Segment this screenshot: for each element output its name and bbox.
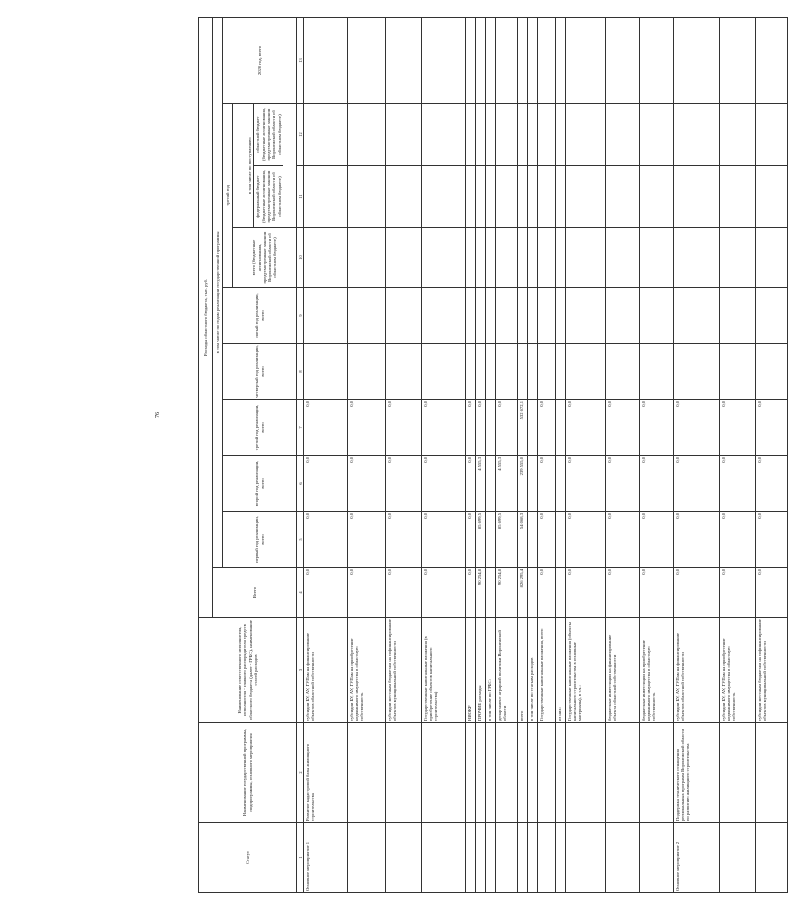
executor-cell: в том числе по ГРБС: (486, 618, 496, 723)
value-cell: 0,0 (422, 568, 466, 618)
empty-cell (304, 228, 348, 288)
empty-cell (304, 288, 348, 344)
executor-cell: в том числе по статьям расходов (528, 618, 538, 723)
empty-cell (566, 228, 606, 288)
value-cell: 0,0 (304, 400, 348, 456)
value-cell: 0,0 (304, 568, 348, 618)
empty-cell (466, 344, 476, 400)
value-cell: 0,0 (386, 512, 422, 568)
empty-cell (486, 228, 496, 288)
value-cell: 90 254,8 (496, 568, 518, 618)
empty-cell (348, 344, 386, 400)
executor-cell: из них: (556, 618, 566, 723)
empty-cell (496, 288, 518, 344)
empty-cell (640, 288, 674, 344)
empty-cell (528, 228, 538, 288)
value-cell: 0,0 (304, 456, 348, 512)
empty-cell (386, 104, 422, 166)
empty-cell (348, 228, 386, 288)
value-cell: 0,0 (640, 512, 674, 568)
table-row (348, 17, 386, 892)
empty-cell (606, 228, 640, 288)
executor-cell: субсидии местным бюджетам на софинансирование объектов муниципальной собственности (386, 618, 422, 723)
empty-cell (556, 104, 566, 166)
column-number: 2 (297, 723, 304, 823)
value-cell: 0,0 (674, 400, 720, 456)
executor-cell: бюджетные инвестиции на приобретение недвижимого имущества в областную собственность (640, 618, 674, 723)
table-row (466, 17, 476, 892)
empty-cell (466, 166, 476, 228)
value-cell: 4 555,3 (496, 456, 518, 512)
executor-cell: субсидии БУ, АУ, ГУПам на финансирование объектов областной собственности (674, 618, 720, 723)
empty-cell (674, 104, 720, 166)
table-body (304, 17, 788, 892)
empty-cell (496, 166, 518, 228)
value-cell: 0,0 (386, 568, 422, 618)
empty-cell (640, 104, 674, 166)
program-cell (640, 723, 674, 823)
empty-cell (518, 104, 528, 166)
column-number: 1 (297, 823, 304, 893)
table-row (518, 17, 528, 892)
status-cell (348, 823, 386, 893)
executor-cell: ПРОЧИЕ расходы (476, 618, 486, 723)
table-row (476, 17, 486, 892)
empty-cell (348, 166, 386, 228)
value-cell: 0,0 (466, 512, 476, 568)
header-receipts-cell (233, 104, 297, 228)
table-row (386, 17, 422, 892)
table-row (674, 17, 720, 892)
table-row (496, 17, 518, 892)
empty-cell (674, 166, 720, 228)
header-col11: федеральный бюджет (бюджетные ассигнования, предусмотренные законом Воронежской области об областном бюджете) (254, 165, 282, 227)
executor-cell: субсидии местным бюджетам на софинансирование объектов муниципальной собственности (756, 618, 788, 723)
executor-cell: субсидии БУ, АУ, ГУПам на приобретение недвижимого имущества в областную собственность (348, 618, 386, 723)
empty-cell (640, 228, 674, 288)
value-cell: 0,0 (566, 512, 606, 568)
empty-cell (496, 344, 518, 400)
status-cell (422, 823, 466, 893)
executor-cell: Государственные капитальные вложения (в приобретение объектов капитального строительства) (422, 618, 466, 723)
header-col12: областной бюджет (бюджетные ассигнования, предусмотренные законом Воронежской области об областном бюджете) (255, 108, 282, 161)
value-cell (528, 456, 538, 512)
program-cell: Развитие кадастровой базы жилищного строительства (304, 723, 348, 823)
program-cell (486, 723, 496, 823)
empty-cell (486, 288, 496, 344)
table-row (538, 17, 556, 892)
empty-cell (422, 104, 466, 166)
empty-cell (756, 228, 788, 288)
empty-cell (348, 288, 386, 344)
value-cell (486, 456, 496, 512)
value-cell: 0,0 (348, 400, 386, 456)
value-cell: 0,0 (606, 456, 640, 512)
executor-cell: департамент аграрной политики Воронежской области (496, 618, 518, 723)
program-cell (606, 723, 640, 823)
value-cell: 0,0 (566, 400, 606, 456)
value-cell: 826 295,4 (518, 568, 528, 618)
empty-cell (486, 344, 496, 400)
value-cell: 0,0 (496, 400, 518, 456)
empty-cell (538, 104, 556, 166)
status-cell (640, 823, 674, 893)
value-cell: 0,0 (348, 568, 386, 618)
empty-cell (476, 166, 486, 228)
empty-cell (422, 17, 466, 103)
column-number: 12 (297, 104, 304, 166)
empty-cell (486, 17, 496, 103)
empty-cell (348, 17, 386, 103)
status-cell (496, 823, 518, 893)
header-receipts-split (254, 104, 282, 227)
value-cell: 0,0 (538, 568, 556, 618)
empty-cell (496, 17, 518, 103)
value-cell: 239 555,0 (518, 456, 528, 512)
empty-cell (538, 17, 556, 103)
executor-cell: всего (518, 618, 528, 723)
status-cell: Основное мероприятие 2 (674, 823, 720, 893)
status-cell (756, 823, 788, 893)
value-cell: 0,0 (720, 512, 756, 568)
value-cell: 0,0 (538, 400, 556, 456)
value-cell: 0,0 (756, 512, 788, 568)
value-cell: 0,0 (466, 568, 476, 618)
value-cell (486, 512, 496, 568)
executor-cell: субсидии БУ, АУ, ГУПам на финансирование объектов областной собственности (304, 618, 348, 723)
value-cell: 0,0 (538, 456, 556, 512)
program-cell (422, 723, 466, 823)
empty-cell (528, 344, 538, 400)
header-year3: третий год реализации, всего (223, 400, 297, 456)
value-cell: 0,0 (756, 456, 788, 512)
value-cell: 0,0 (422, 512, 466, 568)
empty-cell (486, 166, 496, 228)
value-cell (556, 512, 566, 568)
value-cell: 0,0 (640, 568, 674, 618)
value-cell: 0,0 (674, 512, 720, 568)
status-cell: Основное мероприятие 1 (304, 823, 348, 893)
program-cell (518, 723, 528, 823)
value-cell: 4 555,3 (476, 456, 486, 512)
executor-cell: субсидии БУ, АУ, ГУПам на приобретение недвижимого имущества в областную собственность (720, 618, 756, 723)
header-year4: четвертый год реализации, всего (223, 344, 297, 400)
status-cell (486, 823, 496, 893)
empty-cell (640, 17, 674, 103)
value-cell: 0,0 (422, 400, 466, 456)
value-cell: 0,0 (348, 512, 386, 568)
empty-cell (304, 166, 348, 228)
header-year1: первый год реализации, всего (223, 512, 297, 568)
table-row (640, 17, 674, 892)
table-row (304, 17, 348, 892)
empty-cell (528, 104, 538, 166)
column-number: 4 (297, 568, 304, 618)
value-cell: 0,0 (476, 400, 486, 456)
column-number: 5 (297, 512, 304, 568)
empty-cell (476, 104, 486, 166)
executor-cell: бюджетные инвестиции на финансирование объекта областной собственности (606, 618, 640, 723)
value-cell: 0,0 (674, 568, 720, 618)
value-cell: 0,0 (566, 456, 606, 512)
status-cell (386, 823, 422, 893)
column-number: 11 (297, 166, 304, 228)
column-number: 7 (297, 400, 304, 456)
table-row (556, 17, 566, 892)
value-cell: 0,0 (538, 512, 556, 568)
empty-cell (386, 166, 422, 228)
empty-cell (556, 17, 566, 103)
value-cell: 0,0 (566, 568, 606, 618)
empty-cell (556, 288, 566, 344)
status-cell (518, 823, 528, 893)
empty-cell (518, 288, 528, 344)
empty-cell (304, 344, 348, 400)
value-cell: 0,0 (756, 568, 788, 618)
header-executor: Наименование ответственного исполнителя, исполнителя - главного распорядителя средств областного бюджета (далее - ГРБС), наименование статей расходов (199, 618, 297, 723)
value-cell: 0,0 (606, 400, 640, 456)
empty-cell (756, 17, 788, 103)
status-cell (606, 823, 640, 893)
value-cell: 0,0 (304, 512, 348, 568)
value-cell: 54 068,3 (518, 512, 528, 568)
empty-cell (528, 288, 538, 344)
empty-cell (304, 104, 348, 166)
empty-cell (386, 228, 422, 288)
empty-cell (466, 228, 476, 288)
empty-cell (518, 17, 528, 103)
value-cell: 0,0 (606, 512, 640, 568)
header-including-receipts: в том числе по поступлению: (246, 104, 254, 227)
empty-cell (674, 344, 720, 400)
value-cell (528, 400, 538, 456)
empty-cell (422, 344, 466, 400)
column-number: 6 (297, 456, 304, 512)
empty-cell (556, 166, 566, 228)
empty-cell (496, 104, 518, 166)
value-cell: 0,0 (386, 456, 422, 512)
empty-cell (348, 104, 386, 166)
header-years-subgroup: в том числе по годам реализации государственной программы (213, 17, 223, 567)
table-row (756, 17, 788, 892)
status-cell (566, 823, 606, 893)
value-cell: 0,0 (466, 400, 476, 456)
empty-cell (674, 17, 720, 103)
value-cell: 0,0 (640, 456, 674, 512)
empty-cell (606, 166, 640, 228)
value-cell (556, 456, 566, 512)
value-cell: 0,0 (640, 400, 674, 456)
empty-cell (476, 17, 486, 103)
program-cell (466, 723, 476, 823)
empty-cell (538, 228, 556, 288)
empty-cell (518, 166, 528, 228)
empty-cell (476, 344, 486, 400)
value-cell: 0,0 (606, 568, 640, 618)
column-number-row (297, 17, 304, 892)
value-cell: 0,0 (466, 456, 476, 512)
program-cell (528, 723, 538, 823)
empty-cell (466, 17, 476, 103)
value-cell: 90 254,8 (476, 568, 486, 618)
value-cell: 0,0 (720, 400, 756, 456)
table-row (566, 17, 606, 892)
empty-cell (518, 228, 528, 288)
status-cell (528, 823, 538, 893)
empty-cell (566, 17, 606, 103)
header-total: Всего (213, 568, 297, 618)
program-cell (556, 723, 566, 823)
empty-cell (422, 166, 466, 228)
budget-table (198, 17, 788, 893)
empty-cell (486, 104, 496, 166)
value-cell (528, 512, 538, 568)
table-row (720, 17, 756, 892)
header-expenditure-group: Расходы областного бюджета, тыс. руб. (199, 17, 213, 617)
value-cell (556, 568, 566, 618)
column-number: 3 (297, 618, 304, 723)
value-cell: 0,0 (674, 456, 720, 512)
header-col10: всего (бюджетные ассигнования, предусмотренные законом Воронежской области об областном бюджете) (233, 228, 297, 288)
empty-cell (386, 288, 422, 344)
empty-cell (606, 104, 640, 166)
table-row (422, 17, 466, 892)
program-cell (476, 723, 486, 823)
value-cell: 0,0 (386, 400, 422, 456)
value-cell: 532 672,1 (518, 400, 528, 456)
column-number: 13 (297, 17, 304, 103)
header-year5: пятый год реализации, всего (223, 288, 297, 344)
empty-cell (422, 228, 466, 288)
empty-cell (640, 344, 674, 400)
empty-cell (720, 344, 756, 400)
table-row (606, 17, 640, 892)
status-cell (538, 823, 556, 893)
empty-cell (538, 166, 556, 228)
empty-cell (538, 288, 556, 344)
program-cell: Поддержка технического оснащения региональных программ Воронежской области по развитию жилищного строительства (674, 723, 720, 823)
empty-cell (606, 288, 640, 344)
empty-cell (466, 104, 476, 166)
executor-cell: НИОКР (466, 618, 476, 723)
value-cell: 0,0 (422, 456, 466, 512)
executor-cell: Государственные капитальные вложения (объекты капитального строительства в основные материалы), в т.ч.: (566, 618, 606, 723)
empty-cell (556, 228, 566, 288)
empty-cell (528, 17, 538, 103)
empty-cell (756, 344, 788, 400)
empty-cell (304, 17, 348, 103)
status-cell (720, 823, 756, 893)
empty-cell (528, 166, 538, 228)
value-cell (556, 400, 566, 456)
value-cell: 0,0 (756, 400, 788, 456)
column-number: 8 (297, 344, 304, 400)
empty-cell (606, 17, 640, 103)
empty-cell (496, 228, 518, 288)
value-cell: 85 699,5 (496, 512, 518, 568)
program-cell (386, 723, 422, 823)
value-cell (486, 568, 496, 618)
page-number: 76 (155, 412, 161, 418)
value-cell: 0,0 (720, 568, 756, 618)
empty-cell (756, 288, 788, 344)
empty-cell (720, 17, 756, 103)
header-third-year: третий год (223, 104, 233, 288)
header-status: Статус (199, 823, 297, 893)
program-cell (496, 723, 518, 823)
value-cell (486, 400, 496, 456)
program-cell (348, 723, 386, 823)
program-cell (566, 723, 606, 823)
empty-cell (466, 288, 476, 344)
empty-cell (720, 104, 756, 166)
empty-cell (422, 288, 466, 344)
empty-cell (720, 166, 756, 228)
empty-cell (386, 344, 422, 400)
executor-cell: Государственные капитальные вложения, всего (538, 618, 556, 723)
empty-cell (674, 288, 720, 344)
status-cell (556, 823, 566, 893)
empty-cell (556, 344, 566, 400)
empty-cell (566, 104, 606, 166)
empty-cell (566, 344, 606, 400)
empty-cell (476, 228, 486, 288)
empty-cell (606, 344, 640, 400)
empty-cell (566, 166, 606, 228)
column-number: 10 (297, 228, 304, 288)
header-2020: 2020 год, всего (223, 17, 297, 103)
value-cell: 0,0 (348, 456, 386, 512)
empty-cell (640, 166, 674, 228)
empty-cell (720, 288, 756, 344)
empty-cell (720, 228, 756, 288)
empty-cell (538, 344, 556, 400)
empty-cell (756, 104, 788, 166)
status-cell (466, 823, 476, 893)
header-year2: второй год реализации, всего (223, 456, 297, 512)
header-program-name: Наименование государственной программы, подпрограммы, основного мероприятия (199, 723, 297, 823)
value-cell: 85 699,5 (476, 512, 486, 568)
table-row (486, 17, 496, 892)
program-cell (538, 723, 556, 823)
empty-cell (476, 288, 486, 344)
column-number: 9 (297, 288, 304, 344)
value-cell: 0,0 (720, 456, 756, 512)
program-cell (756, 723, 788, 823)
rotated-page (198, 18, 767, 893)
empty-cell (674, 228, 720, 288)
table-row (528, 17, 538, 892)
program-cell (720, 723, 756, 823)
empty-cell (756, 166, 788, 228)
status-cell (476, 823, 486, 893)
value-cell (528, 568, 538, 618)
empty-cell (386, 17, 422, 103)
empty-cell (566, 288, 606, 344)
empty-cell (518, 344, 528, 400)
